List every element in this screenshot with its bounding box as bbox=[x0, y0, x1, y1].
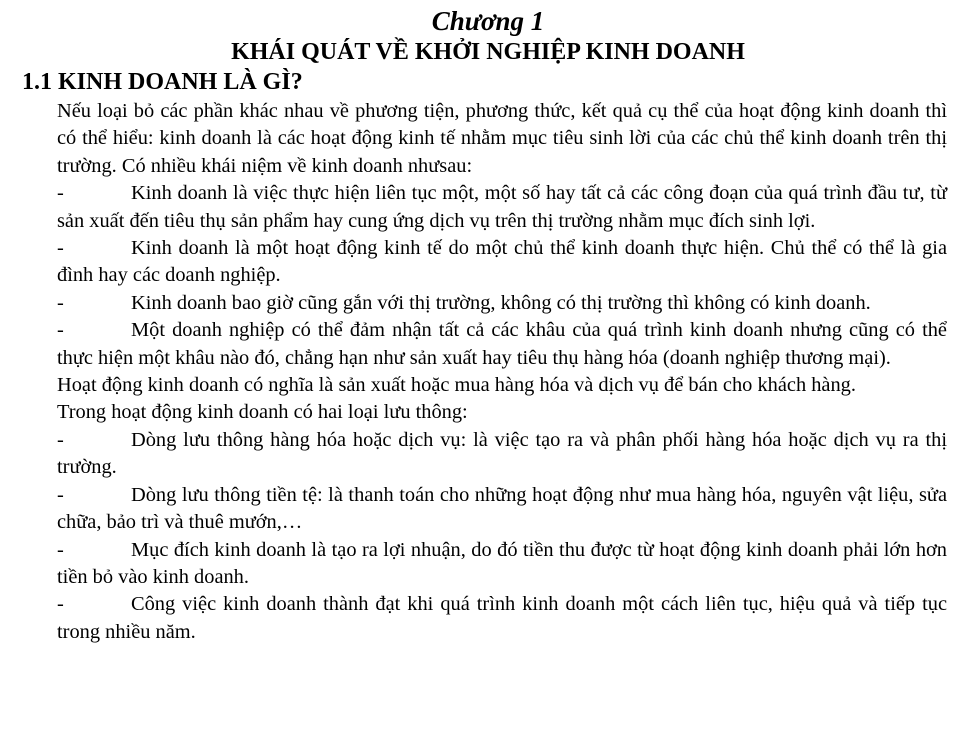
list-dash: - bbox=[57, 428, 64, 451]
circulation-text: Công việc kinh doanh thành đạt khi quá trình kinh doanh một cách liên tục, hiệu quả và tiếp tục trong nhiều năm. bbox=[57, 593, 947, 643]
list-dash: - bbox=[57, 538, 64, 561]
circulation-item bbox=[57, 482, 947, 537]
definition-item bbox=[57, 180, 947, 235]
definition-text: Một doanh nghiệp có thể đảm nhận tất cả các khâu của quá trình kinh doanh nhưng cũng có thể thực hiện một khâu nào đó, chẳng hạn như sản xuất hay tiêu thụ hàng hóa (doanh nghiệp thương mại). bbox=[57, 319, 947, 369]
intro-paragraph: Nếu loại bỏ các phần khác nhau về phương tiện, phương thức, kết quả cụ thể của hoạt động kinh doanh thì có thể hiểu: kinh doanh là các hoạt động kinh tế nhằm mục tiêu sinh lời của các chủ thể kinh doanh trên thị trường. Có nhiều khái niệm về kinh doanh nhưsau: bbox=[57, 100, 947, 177]
circulation-item bbox=[57, 427, 947, 482]
list-dash: - bbox=[57, 291, 64, 314]
circulation-item bbox=[57, 537, 947, 592]
circulation-text: Dòng lưu thông tiền tệ: là thanh toán cho những hoạt động như mua hàng hóa, nguyên vật liệu, sửa chữa, bảo trì và thuê mướn,… bbox=[57, 483, 947, 534]
circulation-text: Mục đích kinh doanh là tạo ra lợi nhuận, do đó tiền thu được từ hoạt động kinh doanh phải lớn hơn tiền bỏ vào kinh doanh. bbox=[57, 538, 947, 588]
circulation-item bbox=[57, 591, 947, 646]
chapter-heading: Chương 1 bbox=[431, 6, 545, 36]
chapter-title: KHÁI QUÁT VỀ KHỞI NGHIỆP KINH DOANH bbox=[231, 39, 745, 65]
document-body bbox=[57, 98, 947, 646]
list-dash: - bbox=[57, 237, 64, 260]
list-dash: - bbox=[57, 319, 64, 342]
definition-item bbox=[57, 290, 947, 317]
definition-text: Kinh doanh là việc thực hiện liên tục một, một số hay tất cả các công đoạn của quá trình đầu tư, từ sản xuất đến tiêu thụ sản phẩm hay cung ứng dịch vụ trên thị trường nhằm mục đích sinh lợi. bbox=[57, 182, 947, 232]
circulation-text: Dòng lưu thông hàng hóa hoặc dịch vụ: là việc tạo ra và phân phối hàng hóa hoặc dịch vụ ra thị trường. bbox=[57, 428, 947, 479]
definition-item bbox=[57, 235, 947, 290]
definition-item bbox=[57, 317, 947, 372]
list-dash: - bbox=[57, 182, 64, 205]
list-dash: - bbox=[57, 593, 64, 616]
definition-text: Kinh doanh bao giờ cũng gắn với thị trường, không có thị trường thì không có kinh doanh. bbox=[131, 291, 871, 314]
section-title: 1.1 KINH DOANH LÀ GÌ? bbox=[22, 69, 303, 95]
circulation-intro: Trong hoạt động kinh doanh có hai loại lưu thông: bbox=[57, 401, 468, 424]
list-dash: - bbox=[57, 483, 64, 506]
activity-paragraph: Hoạt động kinh doanh có nghĩa là sản xuất hoặc mua hàng hóa và dịch vụ để bán cho khách hàng. bbox=[57, 374, 856, 397]
definition-text: Kinh doanh là một hoạt động kinh tế do một chủ thể kinh doanh thực hiện. Chủ thể có thể là gia đình hay các doanh nghiệp. bbox=[57, 237, 947, 287]
